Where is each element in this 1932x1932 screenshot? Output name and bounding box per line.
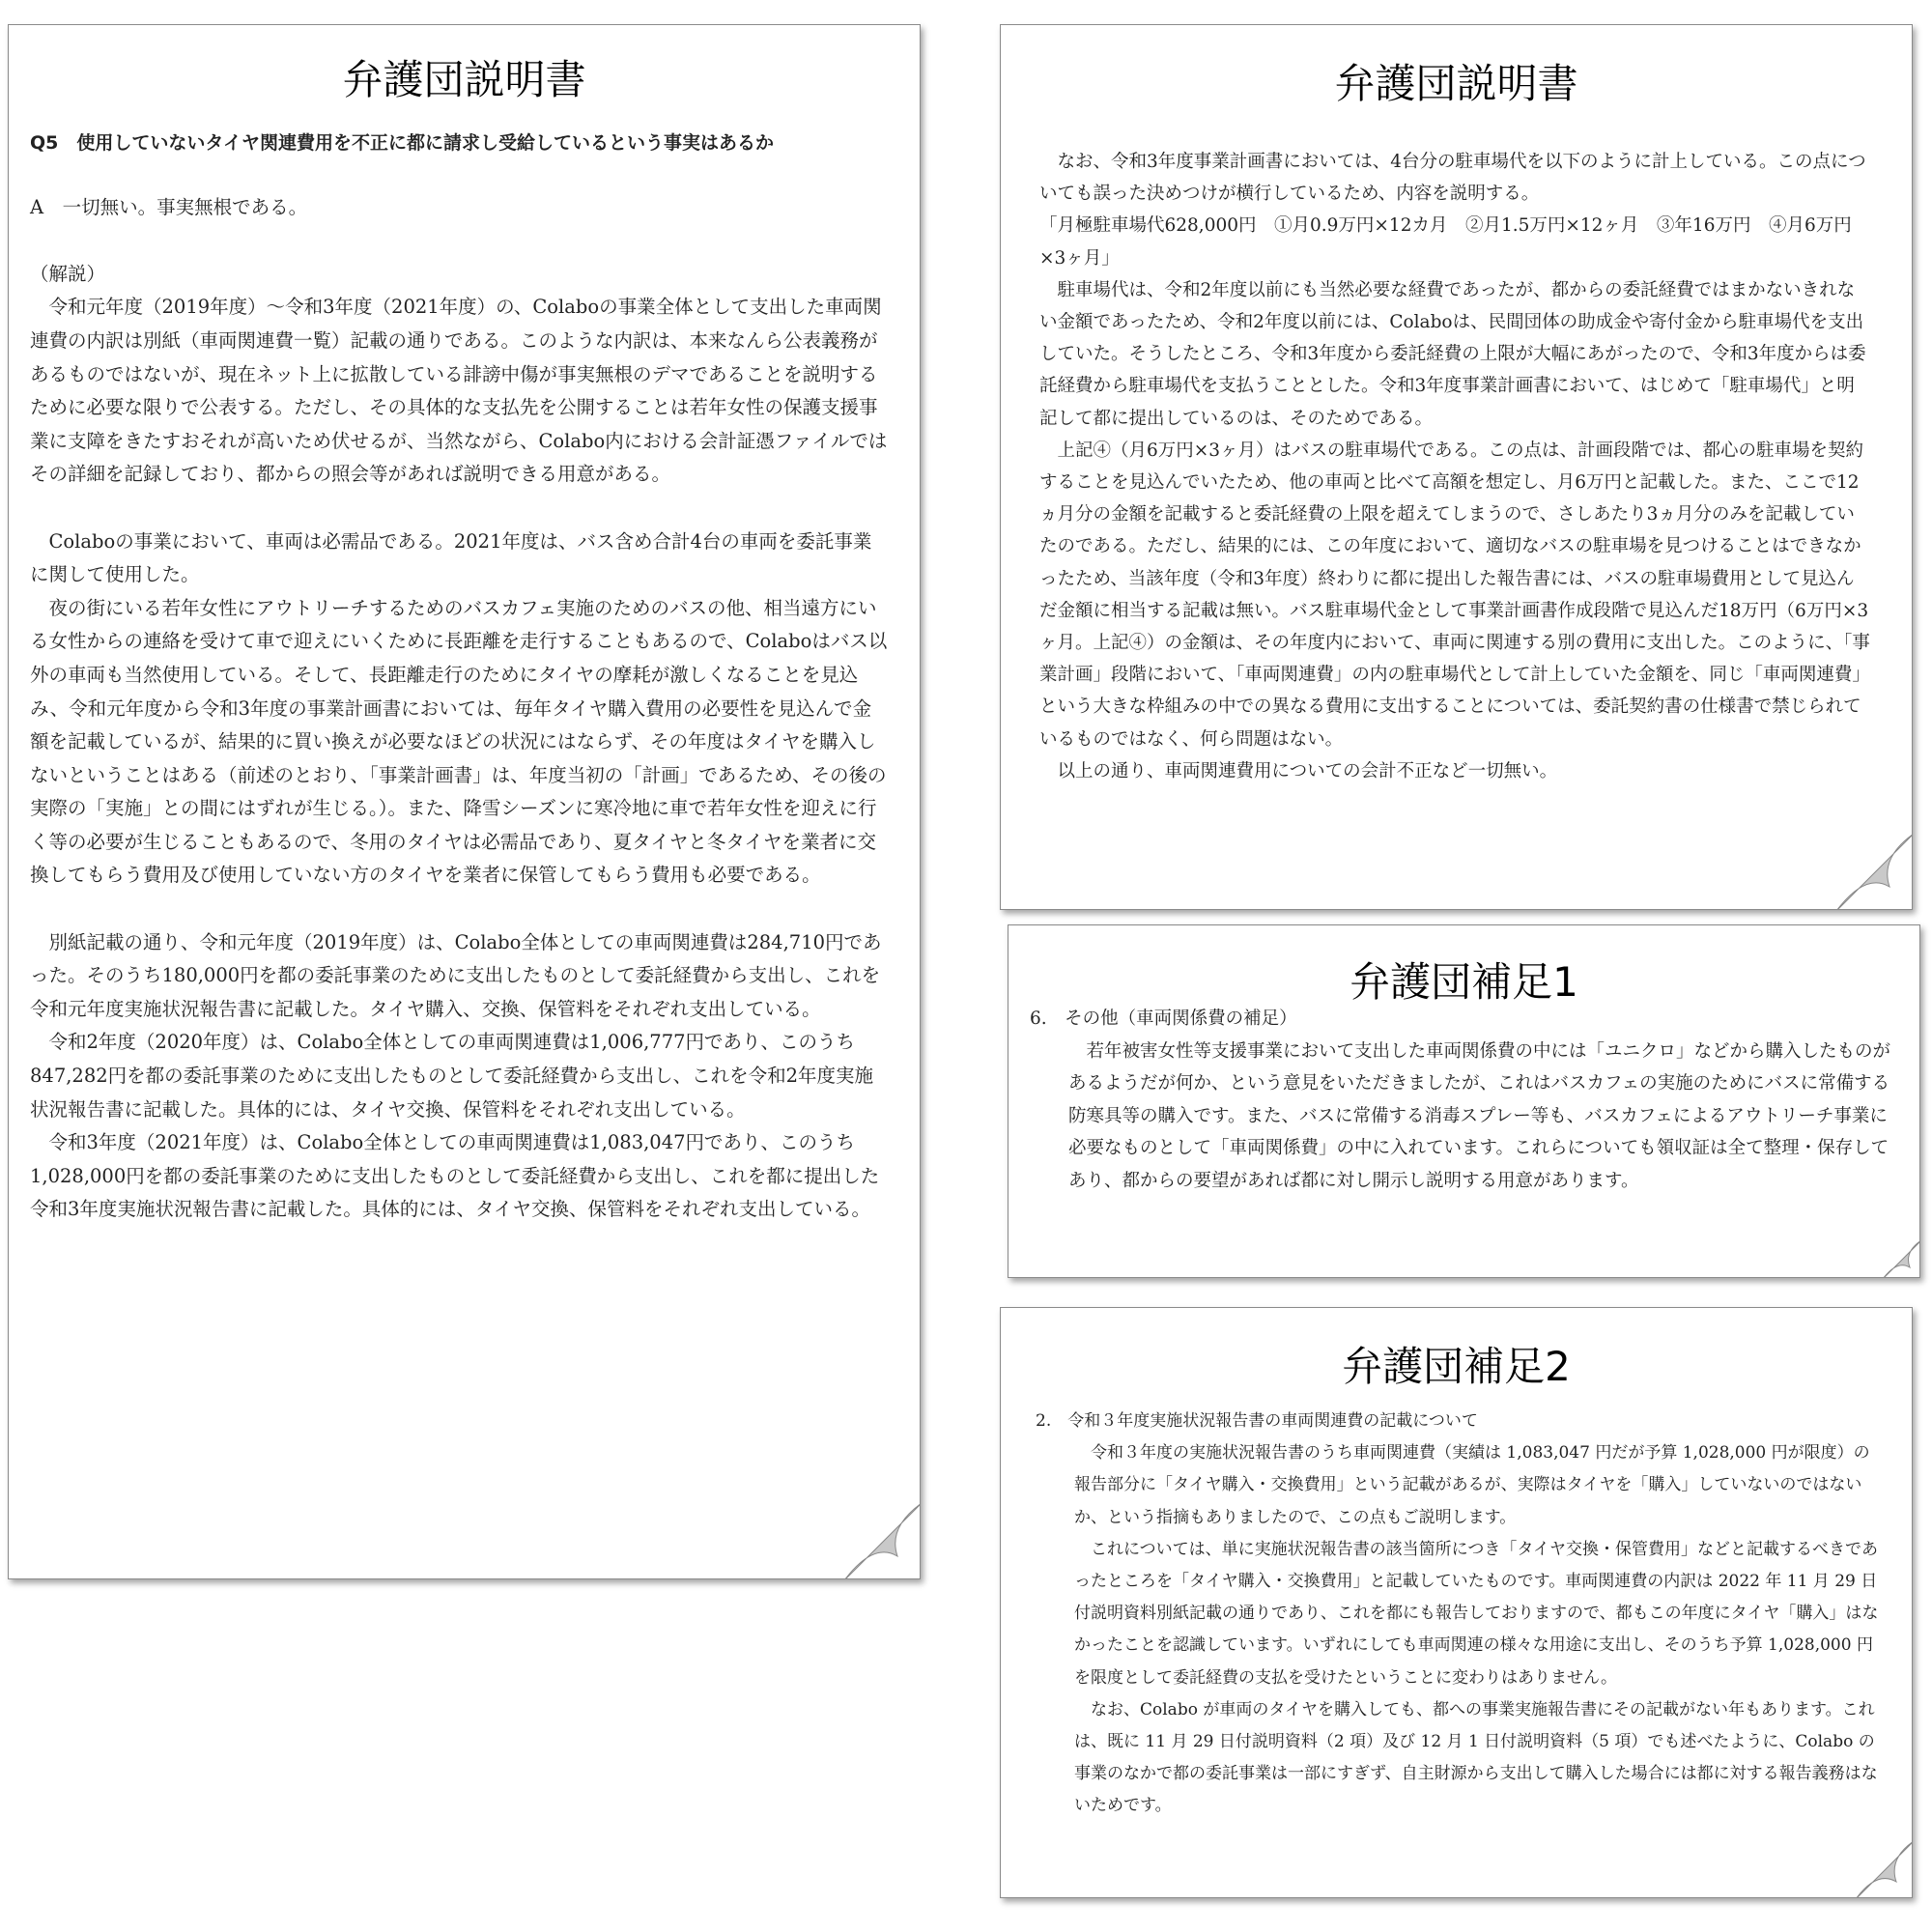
page-title: 弁護団補足2 [1342,1343,1571,1390]
question-heading: Q5 使用していないタイヤ関連費用を不正に都に請求し受給しているという事実はあるか [30,132,774,154]
paragraph: 若年被害女性等支援事業において支出した車両関係費の中には「ユニクロ」などから購入したものがあるようだが何か、という意見をいただきましたが、これはバスカフェの実施のためにバスに常備する防寒具等の購入です。また、バスに常備する消毒スプレー等も、バスカフェによるアウトリーチ事業に必要なものとして「車両関係費」の中に入れています。これらについても領収証は全て整理・保存してあり、都からの要望があれば都に対し開示し説明する用意があります。 [1068,1040,1891,1191]
page-title: 弁護団説明書 [1334,60,1578,107]
paragraph: 駐車場代は、令和2年度以前にも当然必要な経費であったが、都からの委託経費ではまかないきれない金額であったため、令和2年度以前には、Colaboは、民間団体の助成金や寄付金から駐車場代を支出していた。そうしたところ、令和3年度から委託経費の上限が大幅にあがったので、令和3年度からは委託経費から駐車場代を支払うこととした。令和3年度事業計画書において、はじめて「駐車場代」と明記して都に提出しているのは、そのためである。 [1039,279,1866,429]
document-page-1 [8,24,921,1579]
paragraph: なお、令和3年度事業計画書においては、4台分の駐車場代を以下のように計上している。この点についても誤った決めつけが横行しているため、内容を説明する。 [1039,152,1866,205]
item-heading: 2. 令和３年度実施状況報告書の車両関連費の記載について [1036,1411,1478,1431]
paragraph: 令和3年度（2021年度）は、Colabo全体としての車両関連費は1,083,047円であり、このうち1,028,000円を都の委託事業のために支出したものとして委託経費から支出し、これを都に提出した令和3年度実施状況報告書に記載した。具体的には、タイヤ交換、保管料をそれぞれ支出している。 [30,1131,880,1221]
paragraph: Colaboの事業において、車両は必需品である。2021年度は、バス含め合計4台の車両を委託事業に関して使用した。 [30,529,872,586]
document-page-3 [1008,924,1920,1278]
paragraph: 上記④（月6万円×3ヶ月）はバスの駐車場代である。この点は、計画段階では、都心の駐車場を契約することを見込んでいたため、他の車両と比べて高額を想定し、月6万円と記載した。また、ここで12ヵ月分の金額を記載すると委託経費の上限を超えてしまうので、さしあたり3ヵ月分のみを記載していたのである。ただし、結果的には、この年度において、適切なバスの駐車場を見つけることはできなかったため、当該年度（令和3年度）終わりに都に提出した報告書には、バスの駐車場費用として見込んだ金額に相当する記載は無い。バス駐車場代金として事業計画書作成段階で見込んだ18万円（6万円×3ヶ月。上記④）の金額は、その年度内において、車両に関連する別の費用に支出した。このように、「事業計画」段階において、「車両関連費」の内の駐車場代として計上していた金額を、同じ「車両関連費」という大きな枠組みの中での異なる費用に支出することについては、委託契約書の仕様書で禁じられているものではなく、何ら問題はない。 [1039,440,1870,750]
page-title: 弁護団補足1 [1350,958,1578,1006]
page-title: 弁護団説明書 [342,56,586,103]
paragraph: 以上の通り、車両関連費用についての会計不正など一切無い。 [1039,760,1558,781]
page-body [1030,1003,1899,1197]
page-body [1039,146,1870,787]
answer-text: A 一切無い。事実無根である。 [30,195,308,218]
paragraph: 令和元年度（2019年度）～令和3年度（2021年度）の、Colaboの事業全体として支出した車両関連費の内訳は別紙（車両関連費一覧）記載の通りである。このような内訳は、本来なんら公表義務があるものではないが、現在ネット上に拡散している誹謗中傷が事実無根のデマであることを説明するために必要な限りで公表する。ただし、その具体的な支払先を公開することは若年女性の保護支援事業に支障をきたすおそれが高いため伏せるが、当然ながら、Colabo内における会計証憑ファイルではその詳細を記録しており、都からの照会等があれば説明できる用意がある。 [30,296,888,486]
document-page-2 [1000,24,1913,910]
commentary-heading: （解説） [30,262,106,285]
paragraph: 別紙記載の通り、令和元年度（2019年度）は、Colabo全体としての車両関連費は284,710円であった。そのうち180,000円を都の委託事業のために支出したものとして委託経費から支出し、これを令和元年度実施状況報告書に記載した。タイヤ購入、交換、保管料をそれぞれ支出している。 [30,930,882,1020]
paragraph: 夜の街にいる若年女性にアウトリーチするためのバスカフェ実施のためのバスの他、相当遠方にいる女性からの連絡を受けて車で迎えにいくために長距離を走行することもあるので、Colaboはバス以外の車両も当然使用している。そして、長距離走行のためにタイヤの摩耗が激しくなることを見込み、令和元年度から令和3年度の事業計画書においては、毎年タイヤ購入費用の必要性を見込んで金額を記載しているが、結果的に買い換えが必要なほどの状況にはならず、その年度はタイヤを購入しないということはある（前述のとおり、「事業計画書」は、年度当初の「計画」であるため、その後の実際の「実施」との間にはずれが生じる。）。また、降雪シーズンに寒冷地に車で若年女性を迎えに行く等の必要が生じることもあるので、冬用のタイヤは必需品であり、夏タイヤと冬タイヤを業者に交換してもらう費用及び使用していない方のタイヤを業者に保管してもらう費用も必要である。 [30,596,888,887]
page-body [1036,1406,1886,1823]
document-page-4 [1000,1307,1913,1898]
quote-text: 「月極駐車場代628,000円 ①月0.9万円×12カ月 ②月1.5万円×12ヶ月 ③年16万円 ④月6万円×3ヶ月」 [1039,215,1852,269]
paragraph: 令和３年度の実施状況報告書のうち車両関連費（実績は 1,083,047 円だが予算 1,028,000 円が限度）の報告部分に「タイヤ購入・交換費用」という記載があるが、実際はタイヤを「購入」していないのではないか、という指摘もありましたので、この点もご説明します。 [1074,1443,1870,1527]
paragraph: これについては、単に実施状況報告書の該当箇所につき「タイヤ交換・保管費用」などと記載するべきであったところを「タイヤ購入・交換費用」と記載していたものです。車両関連費の内訳は 2022 年 11 月 29 日付説明資料別紙記載の通りであり、これを都にも報告しておりますので、都もこの年度にタイヤ「購入」はなかったことを認識しています。いずれにしても車両関連の様々な用途に支出し、そのうち予算 1,028,000 円を限度として委託経費の支払を受けたということに変わりはありません。 [1074,1539,1879,1688]
paragraph: 令和2年度（2020年度）は、Colabo全体としての車両関連費は1,006,777円であり、このうち847,282円を都の委託事業のために支出したものとして委託経費から支出し、これを令和2年度実施状況報告書に記載した。具体的には、タイヤ交換、保管料をそれぞれ支出している。 [30,1031,874,1121]
paragraph: なお、Colabo が車両のタイヤを購入しても、都への事業実施報告書にその記載がない年もあります。これは、既に 11 月 29 日付説明資料（2 項）及び 12 月 1 日付説明資料（5 項）でも述べたように、Colabo の事業のなかで都の委託事業は一部にすぎず、自主財源から支出して購入した場合には都に対する報告義務はないためです。 [1074,1699,1878,1816]
page-body [30,127,890,1227]
item-heading: 6. その他（車両関係費の補足） [1030,1009,1297,1029]
